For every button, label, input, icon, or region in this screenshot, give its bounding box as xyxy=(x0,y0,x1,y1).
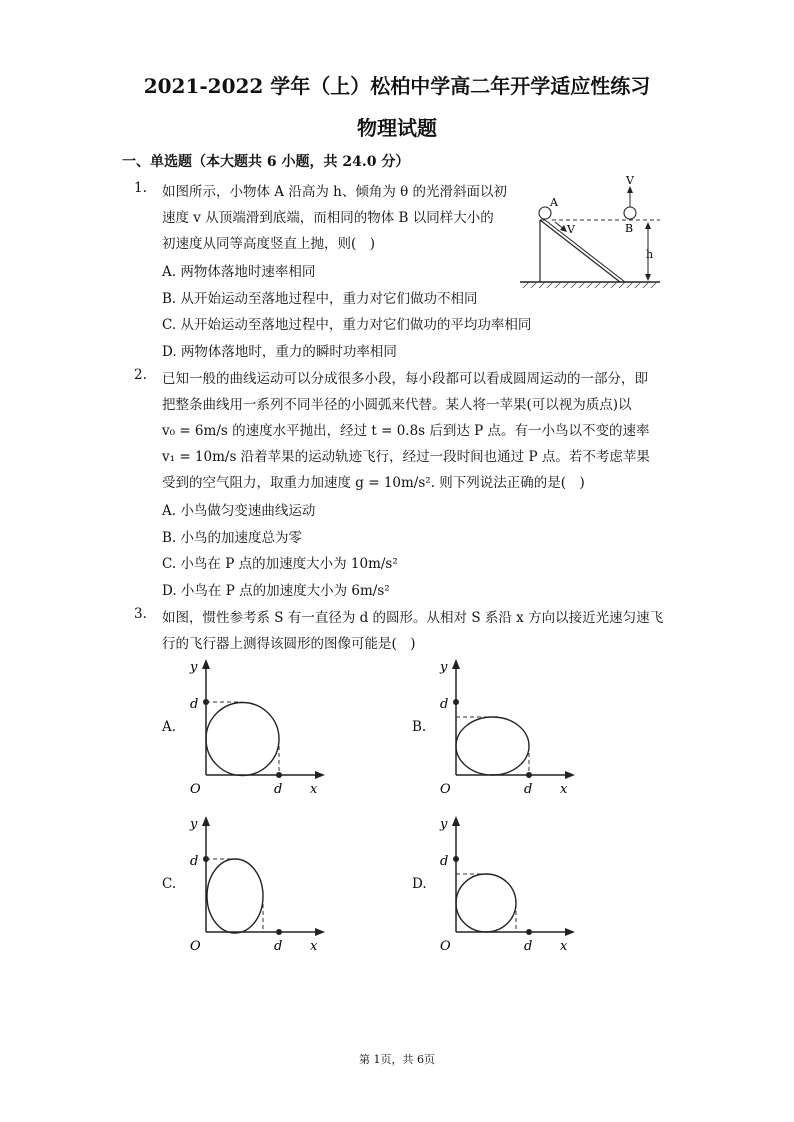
question-text-line: 把整条曲线用一系列不同半径的小圆弧来代替。某人将一苹果(可以视为质点)以 xyxy=(162,397,632,413)
axis-x-label: x xyxy=(310,782,318,797)
axis-x-label: x xyxy=(560,782,568,797)
option-graph-d xyxy=(430,812,580,960)
section-heading: 一、单选题（本大题共 6 小题，共 24.0 分） xyxy=(122,154,410,170)
question-text-line: 如图所示，小物体 A 沿高为 h、倾角为 θ 的光滑斜面以初 xyxy=(162,184,508,200)
origin-label: O xyxy=(190,782,201,797)
answer-option: D. 小鸟在 P 点的加速度大小为 6m/s² xyxy=(162,583,390,599)
d-y-label: d xyxy=(440,697,449,712)
option-label-d: D. xyxy=(412,876,427,892)
axis-y-label: y xyxy=(190,817,198,832)
d-x-label: d xyxy=(274,939,283,954)
answer-option: A. 两物体落地时速率相同 xyxy=(162,264,316,280)
axis-y-label: y xyxy=(440,817,448,832)
answer-option: A. 小鸟做匀变速曲线运动 xyxy=(162,503,316,519)
label-v-up: V xyxy=(626,174,634,187)
option-label-a: A. xyxy=(162,719,177,735)
label-v-incline: V xyxy=(567,223,575,236)
axis-y-label: y xyxy=(440,660,448,675)
d-y-label: d xyxy=(190,697,199,712)
d-y-label: d xyxy=(440,854,449,869)
option-graph-a xyxy=(180,655,330,803)
label-h: h xyxy=(646,248,654,261)
origin-label: O xyxy=(190,939,201,954)
label-b: B xyxy=(625,222,634,235)
question-number: 1. xyxy=(134,180,147,196)
question-number: 3. xyxy=(134,606,147,622)
origin-label: O xyxy=(440,939,451,954)
origin-label: O xyxy=(440,782,451,797)
answer-option: D. 两物体落地时，重力的瞬时功率相同 xyxy=(162,344,397,360)
question-text-line: v₁ = 10m/s 沿着苹果的运动轨迹飞行，经过一段时间也通过 P 点。若不考虑苹果 xyxy=(162,449,650,465)
question-text-line: 已知一般的曲线运动可以分成很多小段，每小段都可以看成圆周运动的一部分，即 xyxy=(162,371,648,387)
d-x-label: d xyxy=(524,939,533,954)
page-subtitle: 物理试题 xyxy=(357,116,437,140)
question-text-line: 如图，惯性参考系 S 有一直径为 d 的圆形。从相对 S 系沿 x 方向以接近光速匀速飞 xyxy=(162,610,664,626)
question-text-line: v₀ = 6m/s 的速度水平抛出，经过 t = 0.8s 后到达 P 点。有一小鸟以不变的速率 xyxy=(162,423,650,439)
option-graph-b xyxy=(430,655,580,803)
question-text-line: 行的飞行器上测得该圆形的图像可能是( ) xyxy=(162,636,416,652)
question-text-line: 受到的空气阻力，取重力加速度 g = 10m/s². 则下列说法正确的是( ) xyxy=(162,475,585,491)
question-number: 2. xyxy=(134,367,147,383)
page-footer: 第 1页，共 6页 xyxy=(359,1053,435,1066)
d-y-label: d xyxy=(190,854,199,869)
answer-option: B. 从开始运动至落地过程中，重力对它们做功不相同 xyxy=(162,291,478,307)
axis-x-label: x xyxy=(560,939,568,954)
axis-y-label: y xyxy=(190,660,198,675)
answer-option: C. 小鸟在 P 点的加速度大小为 10m/s² xyxy=(162,556,398,572)
answer-option: C. 从开始运动至落地过程中，重力对它们做功的平均功率相同 xyxy=(162,317,532,333)
option-graph-c xyxy=(180,812,330,960)
page-title: 2021-2022 学年（上）松柏中学高二年开学适应性练习 xyxy=(143,74,651,98)
question-text-line: 速度 v 从顶端滑到底端，而相同的物体 B 以同样大小的 xyxy=(162,210,494,226)
question-text-line: 初速度从同等高度竖直上抛，则( ) xyxy=(162,236,376,252)
option-label-b: B. xyxy=(412,719,427,735)
answer-option: B. 小鸟的加速度总为零 xyxy=(162,530,303,546)
axis-x-label: x xyxy=(310,939,318,954)
d-x-label: d xyxy=(274,782,283,797)
d-x-label: d xyxy=(524,782,533,797)
option-label-c: C. xyxy=(162,876,177,892)
incline-figure xyxy=(515,170,665,292)
label-a: A xyxy=(550,196,558,209)
